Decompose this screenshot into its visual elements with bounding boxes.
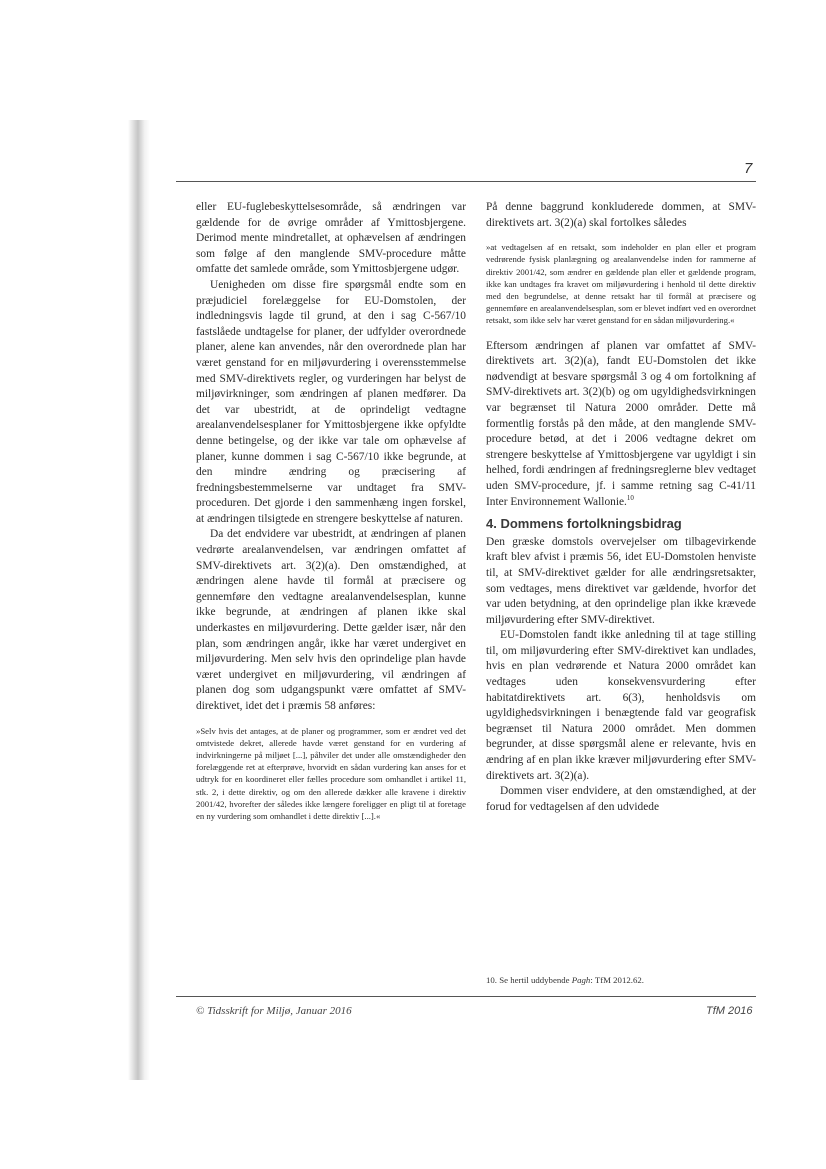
left-paragraph-1: eller EU-fuglebeskyttelsesområde, så ændringen var gældende for de øvrige områder af Ymittosbjergene. Derimod mente mindretallet, at ophævelsen af ændringen som følge af den manglende SMV-procedure måtte omfatte det samlede område, som Ymittosbjergene udgør. <box>196 201 466 276</box>
footnote <box>486 975 756 985</box>
left-blockquote: »Selv hvis det antages, at de planer og programmer, som er ændret ved det omtvistede dekret, allerede havde været genstand for en vurdering af indvirkningerne på miljøet [...], påhviler det under alle omstændigheder den forelæggende ret at efterprøve, hvorvidt en sådan vurdering kan anses for et udtryk for en koordineret eller fælles procedure som omhandlet i artikel 11, stk. 2, i dette direktiv, og om den allerede dækker alle kravene i direktiv 2001/42, hvorefter der således ikke længere foreligger en pligt til at foretage en ny vurdering som omhandlet i dette direktiv [...].« <box>196 725 466 822</box>
footnote-text-after: : TfM 2012.62. <box>590 975 644 985</box>
scan-shadow <box>128 120 150 1080</box>
right-paragraph-4: EU-Domstolen fandt ikke anledning til at tage stilling til, om miljøvurdering efter SMV-direktivet kan undlades, hvis en plan vedrørende et Natura 2000 området kan vedtages uden konsekvensvurdering efter habitatdirektivets art. 6(3), henholdsvis om ugyldighedsvirkningen i benægtende fald var geografisk begrænset til Natura 2000 området. Men dommen begrunder, at disse spørgsmål alene er relevante, hvis en ændring af en plan ikke kræver miljøvurdering efter SMV-direktivets art. 3(2)(a). <box>486 629 756 782</box>
header-rule <box>176 181 756 182</box>
footnote-author: Pagh <box>571 975 591 985</box>
right-paragraph-1: På denne baggrund konkluderede dommen, at SMV-direktivets art. 3(2)(a) skal fortolkes således <box>486 201 756 229</box>
right-paragraph-5: Dommen viser endvidere, at den omstændighed, at der forud for vedtagelsen af den udvidede <box>486 785 756 813</box>
left-paragraph-3: Da det endvidere var ubestridt, at ændringen af planen vedrørte arealanvendelsen, var ændringen omfattet af SMV-direktivets art. 3(2)(a). Den omstændighed, at ændringen alene havde til formål at præcisere og gennemføre den vedtagne arealanvendelsesplan, kunne ikke begrunde, at ændringen af planen ikke skal underkastes en miljøvurdering. Dette gælder især, når den plan, som ændringen angår, ikke har været undergivet en miljøvurdering. Men selv hvis den oprindelige plan havde været undergivet en miljøvurdering, vil ændringen af planen dog som udgangspunkt være omfattet af SMV-direktivet, idet det i præmis 58 anføres: <box>196 528 466 712</box>
right-blockquote: »at vedtagelsen af en retsakt, som indeholder en plan eller et program vedrørende fysisk planlægning og arealanvendelse inden for rammerne af direktiv 2001/42, som ændrer en gældende plan eller et gældende program, ikke kan undtages fra kravet om miljøvurdering i henhold til dette direktiv med den begrundelse, at denne retsakt har til formål at præcisere og gennemføre en arealanvendelsesplan, som er blevet indført ved en overordnet retsakt, som ikke selv har været genstand for en sådan miljøvurdering.« <box>486 242 756 326</box>
left-column <box>196 200 466 834</box>
left-paragraph-2: Uenigheden om disse fire spørgsmål endte som en præjudiciel forelæggelse for EU-Domstolen, der indledningsvis lagde til grund, at den i sag C-567/10 fastslåede undtagelse for planer, der udfylder overordnede planer, alene kan anvendes, når den overordnede plan har været genstand for en miljøvurdering i overensstemmelse med SMV-direktivets regler, og vurderingen har belyst de miljøvirkninger, som ændringen af planen medfører. Da det var ubestridt, at de oprindeligt vedtagne arealanvendelsesplaner for Ymittosbjergene ikke opfyldte denne betingelse, og der ikke var tale om ophævelse af planer, kunne dommen i sag C-567/10 ikke begrunde, at den mindre ændring og præcisering af fredningsbestemmelserne var undtaget fra SMV-proceduren. Det gjorde i den sammenhæng ingen forskel, at ændringen tilsigtede en strengere beskyttelse af naturen. <box>196 278 466 525</box>
footnote-text-before: Se hertil uddybende <box>499 975 570 985</box>
page-number: 7 <box>744 160 753 177</box>
right-column <box>486 200 756 815</box>
footer-journal: © Tidsskrift for Miljø, Januar 2016 <box>196 1005 352 1017</box>
footer-rule <box>176 996 756 997</box>
section-heading: 4. Dommens fortolkningsbidrag <box>486 516 682 532</box>
right-paragraph-2 <box>486 339 756 511</box>
footnote-reference: 10 <box>626 493 634 502</box>
right-paragraph-3: Den græske domstols overvejelser om tilbagevirkende kraft blev afvist i præmis 56, idet EU-Domstolen henviste til, at SMV-direktivet gælder for alle ændringsretsakter, som vedtages, mens direktivet var gældende, hvorfor det var uden betydning, at den oprindelige plan ikke krævede miljøvurdering efter SMV-direktivet. <box>486 535 756 626</box>
footnote-number: 10. <box>486 975 497 985</box>
footer-abbreviation: TfM 2016 <box>706 1005 753 1017</box>
right-paragraph-2-text: Eftersom ændringen af planen var omfattet af SMV-direktivets art. 3(2)(a), fandt EU-Domstolen det ikke nødvendigt at besvare spørgsmål 3 og 4 om fortolkning af SMV-direktivets art. 3(2)(b) og om ugyldighedsvirkningen var begrænset til Natura 2000 områder. Dette må formentlig forstås på den måde, at den manglende SMV-procedure betød, at det i 2006 vedtagne dekret om strengere beskyttelse af Ymittosbjergene var ugyldigt i sin helhed, fordi ændringen af fredningsreglerne blev vedtaget uden SMV-procedure, jf. i samme retning sag C-41/11 Inter Environnement Wallonie. <box>486 339 756 508</box>
